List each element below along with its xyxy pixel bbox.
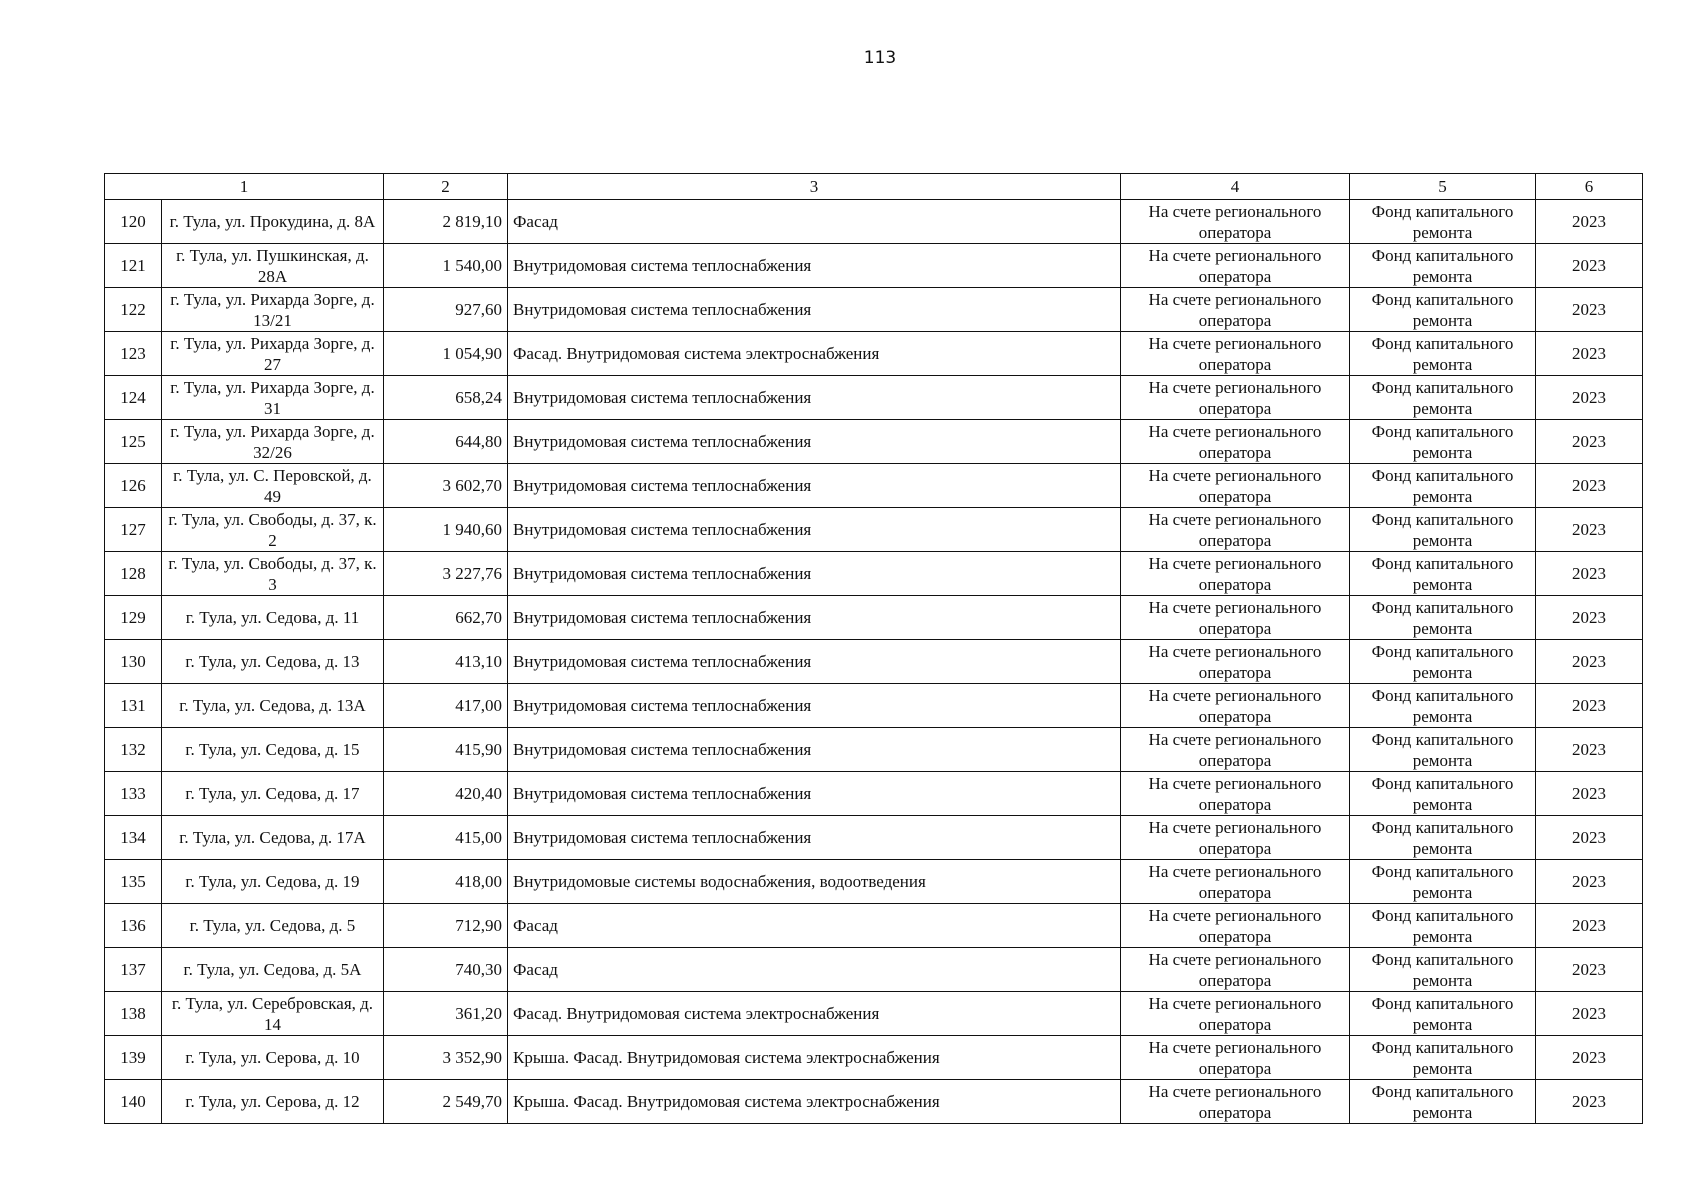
row-number: 134 [105, 816, 162, 860]
year-cell: 2023 [1536, 728, 1643, 772]
column-number-header-row [105, 174, 1643, 200]
year-cell: 2023 [1536, 420, 1643, 464]
year-cell: 2023 [1536, 288, 1643, 332]
funding-source-cell: Фонд капитального ремонта [1350, 332, 1536, 376]
work-type-cell: Фасад. Внутридомовая система электроснабжения [508, 992, 1121, 1036]
account-cell: На счете регионального оператора [1121, 376, 1350, 420]
area-cell: 3 602,70 [384, 464, 508, 508]
account-cell: На счете регионального оператора [1121, 816, 1350, 860]
page-number: 113 [863, 48, 897, 68]
funding-source-cell: Фонд капитального ремонта [1350, 508, 1536, 552]
funding-source-cell: Фонд капитального ремонта [1350, 552, 1536, 596]
address-cell: г. Тула, ул. Седова, д. 13 [162, 640, 384, 684]
area-cell: 3 352,90 [384, 1036, 508, 1080]
address-cell: г. Тула, ул. Прокудина, д. 8А [162, 200, 384, 244]
row-number: 140 [105, 1080, 162, 1124]
area-cell: 927,60 [384, 288, 508, 332]
row-number: 127 [105, 508, 162, 552]
address-cell: г. Тула, ул. Седова, д. 19 [162, 860, 384, 904]
work-type-cell: Внутридомовая система теплоснабжения [508, 640, 1121, 684]
year-cell: 2023 [1536, 684, 1643, 728]
year-cell: 2023 [1536, 640, 1643, 684]
table-row [105, 948, 1643, 992]
address-cell: г. Тула, ул. Седова, д. 13А [162, 684, 384, 728]
funding-source-cell: Фонд капитального ремонта [1350, 200, 1536, 244]
address-cell: г. Тула, ул. Рихарда Зорге, д. 13/21 [162, 288, 384, 332]
table-body [105, 200, 1643, 1124]
account-cell: На счете регионального оператора [1121, 684, 1350, 728]
address-cell: г. Тула, ул. Рихарда Зорге, д. 31 [162, 376, 384, 420]
account-cell: На счете регионального оператора [1121, 1036, 1350, 1080]
year-cell: 2023 [1536, 200, 1643, 244]
table-row [105, 904, 1643, 948]
year-cell: 2023 [1536, 948, 1643, 992]
funding-source-cell: Фонд капитального ремонта [1350, 684, 1536, 728]
work-type-cell: Крыша. Фасад. Внутридомовая система электроснабжения [508, 1080, 1121, 1124]
work-type-cell: Внутридомовая система теплоснабжения [508, 508, 1121, 552]
area-cell: 658,24 [384, 376, 508, 420]
year-cell: 2023 [1536, 464, 1643, 508]
work-type-cell: Внутридомовая система теплоснабжения [508, 684, 1121, 728]
year-cell: 2023 [1536, 772, 1643, 816]
table-row [105, 640, 1643, 684]
area-cell: 2 819,10 [384, 200, 508, 244]
year-cell: 2023 [1536, 332, 1643, 376]
work-type-cell: Внутридомовая система теплоснабжения [508, 288, 1121, 332]
table-row [105, 1080, 1643, 1124]
table-row [105, 464, 1643, 508]
table-row [105, 508, 1643, 552]
funding-source-cell: Фонд капитального ремонта [1350, 860, 1536, 904]
funding-source-cell: Фонд капитального ремонта [1350, 464, 1536, 508]
work-type-cell: Фасад. Внутридомовая система электроснабжения [508, 332, 1121, 376]
funding-source-cell: Фонд капитального ремонта [1350, 244, 1536, 288]
table-row [105, 552, 1643, 596]
funding-source-cell: Фонд капитального ремонта [1350, 816, 1536, 860]
funding-source-cell: Фонд капитального ремонта [1350, 904, 1536, 948]
address-cell: г. Тула, ул. Серова, д. 10 [162, 1036, 384, 1080]
work-type-cell: Внутридомовая система теплоснабжения [508, 420, 1121, 464]
area-cell: 415,00 [384, 816, 508, 860]
area-cell: 361,20 [384, 992, 508, 1036]
account-cell: На счете регионального оператора [1121, 288, 1350, 332]
area-cell: 420,40 [384, 772, 508, 816]
account-cell: На счете регионального оператора [1121, 552, 1350, 596]
column-header-6: 6 [1536, 174, 1643, 200]
row-number: 136 [105, 904, 162, 948]
table-row [105, 288, 1643, 332]
area-cell: 418,00 [384, 860, 508, 904]
row-number: 126 [105, 464, 162, 508]
account-cell: На счете регионального оператора [1121, 1080, 1350, 1124]
row-number: 123 [105, 332, 162, 376]
account-cell: На счете регионального оператора [1121, 772, 1350, 816]
funding-source-cell: Фонд капитального ремонта [1350, 948, 1536, 992]
table-row [105, 200, 1643, 244]
address-cell: г. Тула, ул. Серова, д. 12 [162, 1080, 384, 1124]
work-type-cell: Внутридомовая система теплоснабжения [508, 244, 1121, 288]
account-cell: На счете регионального оператора [1121, 464, 1350, 508]
row-number: 122 [105, 288, 162, 332]
address-cell: г. Тула, ул. Седова, д. 5 [162, 904, 384, 948]
work-type-cell: Внутридомовая система теплоснабжения [508, 596, 1121, 640]
funding-source-cell: Фонд капитального ремонта [1350, 376, 1536, 420]
year-cell: 2023 [1536, 552, 1643, 596]
account-cell: На счете регионального оператора [1121, 904, 1350, 948]
row-number: 130 [105, 640, 162, 684]
year-cell: 2023 [1536, 596, 1643, 640]
address-cell: г. Тула, ул. Седова, д. 17 [162, 772, 384, 816]
table-row [105, 596, 1643, 640]
work-type-cell: Внутридомовая система теплоснабжения [508, 816, 1121, 860]
account-cell: На счете регионального оператора [1121, 992, 1350, 1036]
work-type-cell: Крыша. Фасад. Внутридомовая система электроснабжения [508, 1036, 1121, 1080]
row-number: 139 [105, 1036, 162, 1080]
year-cell: 2023 [1536, 860, 1643, 904]
row-number: 133 [105, 772, 162, 816]
column-header-1: 1 [105, 174, 384, 200]
account-cell: На счете регионального оператора [1121, 728, 1350, 772]
account-cell: На счете регионального оператора [1121, 332, 1350, 376]
area-cell: 417,00 [384, 684, 508, 728]
area-cell: 644,80 [384, 420, 508, 464]
area-cell: 413,10 [384, 640, 508, 684]
year-cell: 2023 [1536, 816, 1643, 860]
table-row [105, 772, 1643, 816]
funding-source-cell: Фонд капитального ремонта [1350, 1036, 1536, 1080]
work-type-cell: Внутридомовые системы водоснабжения, водоотведения [508, 860, 1121, 904]
column-header-2: 2 [384, 174, 508, 200]
year-cell: 2023 [1536, 1080, 1643, 1124]
row-number: 121 [105, 244, 162, 288]
account-cell: На счете регионального оператора [1121, 640, 1350, 684]
work-type-cell: Внутридомовая система теплоснабжения [508, 376, 1121, 420]
account-cell: На счете регионального оператора [1121, 596, 1350, 640]
address-cell: г. Тула, ул. С. Перовской, д. 49 [162, 464, 384, 508]
account-cell: На счете регионального оператора [1121, 860, 1350, 904]
row-number: 131 [105, 684, 162, 728]
row-number: 120 [105, 200, 162, 244]
column-header-5: 5 [1350, 174, 1536, 200]
area-cell: 740,30 [384, 948, 508, 992]
work-type-cell: Фасад [508, 200, 1121, 244]
account-cell: На счете регионального оператора [1121, 244, 1350, 288]
year-cell: 2023 [1536, 1036, 1643, 1080]
address-cell: г. Тула, ул. Свободы, д. 37, к. 3 [162, 552, 384, 596]
address-cell: г. Тула, ул. Седова, д. 15 [162, 728, 384, 772]
table-row [105, 992, 1643, 1036]
area-cell: 3 227,76 [384, 552, 508, 596]
year-cell: 2023 [1536, 376, 1643, 420]
work-type-cell: Внутридомовая система теплоснабжения [508, 728, 1121, 772]
row-number: 132 [105, 728, 162, 772]
year-cell: 2023 [1536, 244, 1643, 288]
row-number: 137 [105, 948, 162, 992]
work-type-cell: Внутридомовая система теплоснабжения [508, 464, 1121, 508]
year-cell: 2023 [1536, 904, 1643, 948]
address-cell: г. Тула, ул. Серебровская, д. 14 [162, 992, 384, 1036]
row-number: 135 [105, 860, 162, 904]
table-row [105, 420, 1643, 464]
year-cell: 2023 [1536, 508, 1643, 552]
row-number: 124 [105, 376, 162, 420]
area-cell: 662,70 [384, 596, 508, 640]
area-cell: 1 054,90 [384, 332, 508, 376]
account-cell: На счете регионального оператора [1121, 508, 1350, 552]
row-number: 129 [105, 596, 162, 640]
funding-source-cell: Фонд капитального ремонта [1350, 772, 1536, 816]
address-cell: г. Тула, ул. Седова, д. 17А [162, 816, 384, 860]
row-number: 125 [105, 420, 162, 464]
area-cell: 415,90 [384, 728, 508, 772]
table-row [105, 244, 1643, 288]
work-type-cell: Фасад [508, 904, 1121, 948]
row-number: 138 [105, 992, 162, 1036]
account-cell: На счете регионального оператора [1121, 200, 1350, 244]
table-row [105, 684, 1643, 728]
address-cell: г. Тула, ул. Седова, д. 11 [162, 596, 384, 640]
address-cell: г. Тула, ул. Рихарда Зорге, д. 27 [162, 332, 384, 376]
address-cell: г. Тула, ул. Пушкинская, д. 28А [162, 244, 384, 288]
funding-source-cell: Фонд капитального ремонта [1350, 420, 1536, 464]
table-row [105, 860, 1643, 904]
account-cell: На счете регионального оператора [1121, 948, 1350, 992]
funding-source-cell: Фонд капитального ремонта [1350, 288, 1536, 332]
work-type-cell: Внутридомовая система теплоснабжения [508, 552, 1121, 596]
area-cell: 2 549,70 [384, 1080, 508, 1124]
funding-source-cell: Фонд капитального ремонта [1350, 640, 1536, 684]
work-type-cell: Внутридомовая система теплоснабжения [508, 772, 1121, 816]
funding-source-cell: Фонд капитального ремонта [1350, 728, 1536, 772]
area-cell: 712,90 [384, 904, 508, 948]
address-cell: г. Тула, ул. Седова, д. 5А [162, 948, 384, 992]
funding-source-cell: Фонд капитального ремонта [1350, 1080, 1536, 1124]
table-row [105, 332, 1643, 376]
account-cell: На счете регионального оператора [1121, 420, 1350, 464]
table-row [105, 728, 1643, 772]
year-cell: 2023 [1536, 992, 1643, 1036]
repair-program-table [104, 173, 1643, 1124]
funding-source-cell: Фонд капитального ремонта [1350, 596, 1536, 640]
address-cell: г. Тула, ул. Рихарда Зорге, д. 32/26 [162, 420, 384, 464]
area-cell: 1 940,60 [384, 508, 508, 552]
address-cell: г. Тула, ул. Свободы, д. 37, к. 2 [162, 508, 384, 552]
column-header-4: 4 [1121, 174, 1350, 200]
funding-source-cell: Фонд капитального ремонта [1350, 992, 1536, 1036]
table-row [105, 816, 1643, 860]
column-header-3: 3 [508, 174, 1121, 200]
table-row [105, 376, 1643, 420]
work-type-cell: Фасад [508, 948, 1121, 992]
row-number: 128 [105, 552, 162, 596]
table-row [105, 1036, 1643, 1080]
area-cell: 1 540,00 [384, 244, 508, 288]
